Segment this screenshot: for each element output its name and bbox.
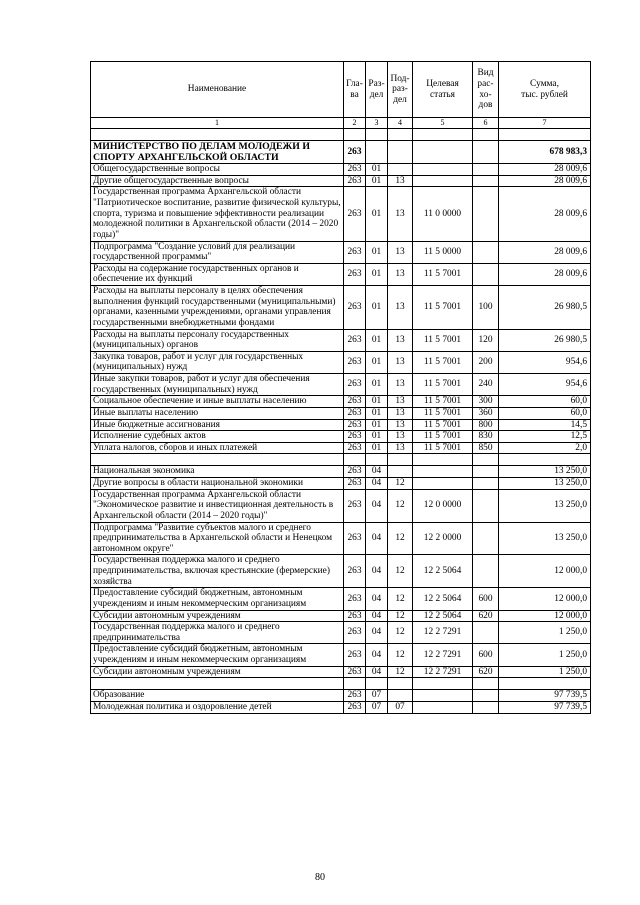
cell-chapter: 263 — [344, 442, 366, 454]
cell-chapter: 263 — [344, 666, 366, 678]
cell-section: 01 — [366, 329, 388, 351]
cell-subsection: 13 — [388, 286, 413, 330]
cell-target-article: 12 2 7291 — [413, 666, 473, 678]
cell-subsection: 13 — [388, 263, 413, 285]
cell-name: Государственная программа Архангельской области "Экономическое развитие и инвестиционная деятельность в Архангельской области (2014 – 2020 годы)" — [91, 489, 344, 522]
cell-target-article: 11 5 7001 — [413, 396, 473, 408]
cell-name: Социальное обеспечение и иные выплаты населению — [91, 396, 344, 408]
cell-amount: 26 980,5 — [499, 329, 591, 351]
cell-amount: 13 250,0 — [499, 478, 591, 490]
table-row — [91, 610, 591, 622]
cell-chapter: 263 — [344, 263, 366, 285]
column-number: 3 — [366, 118, 388, 129]
cell-expense-type: 620 — [473, 610, 499, 622]
cell-subsection: 12 — [388, 522, 413, 555]
cell-name: Национальная экономика — [91, 466, 344, 478]
table-row — [91, 329, 591, 351]
spacer-cell — [366, 678, 388, 690]
cell-subsection: 13 — [388, 419, 413, 431]
cell-amount: 60,0 — [499, 407, 591, 419]
cell-target-article: 12 2 5064 — [413, 588, 473, 610]
cell-name: Расходы на содержание государственных органов и обеспечение их функций — [91, 263, 344, 285]
header-amount: Сумма, тыс. рублей — [499, 62, 591, 118]
table-row — [91, 701, 591, 713]
cell-chapter: 263 — [344, 478, 366, 490]
cell-subsection: 07 — [388, 701, 413, 713]
cell-subsection: 12 — [388, 610, 413, 622]
cell-amount: 2,0 — [499, 442, 591, 454]
cell-target-article: 11 5 7001 — [413, 419, 473, 431]
cell-target-article: 12 2 5064 — [413, 610, 473, 622]
cell-subsection: 12 — [388, 644, 413, 666]
spacer-cell — [366, 454, 388, 466]
column-number: 6 — [473, 118, 499, 129]
cell-expense-type — [473, 164, 499, 176]
cell-subsection: 12 — [388, 489, 413, 522]
cell-chapter: 263 — [344, 555, 366, 588]
cell-target-article: 11 5 7001 — [413, 263, 473, 285]
cell-amount: 1 250,0 — [499, 644, 591, 666]
cell-chapter: 263 — [344, 522, 366, 555]
cell-section: 04 — [366, 622, 388, 644]
cell-expense-type: 830 — [473, 431, 499, 443]
table-row — [91, 141, 591, 164]
table-row — [91, 666, 591, 678]
cell-amount: 28 009,6 — [499, 175, 591, 187]
cell-expense-type — [473, 522, 499, 555]
table-row — [91, 442, 591, 454]
cell-section: 01 — [366, 419, 388, 431]
cell-name: Предоставление субсидий бюджетным, автономным учреждениям и иным некоммерческим организациям — [91, 588, 344, 610]
cell-name: Государственная поддержка малого и среднего предпринимательства, включая крестьянские (фермерские) хозяйства — [91, 555, 344, 588]
cell-amount: 28 009,6 — [499, 187, 591, 241]
cell-amount: 12,5 — [499, 431, 591, 443]
cell-section: 04 — [366, 466, 388, 478]
spacer-cell — [344, 678, 366, 690]
cell-amount: 97 739,5 — [499, 701, 591, 713]
cell-name: Расходы на выплаты персоналу в целях обеспечения выполнения функций государственными (муниципальными) органами, казенными учреждениями, органами управления государственными внебюджетными фондами — [91, 286, 344, 330]
cell-chapter: 263 — [344, 431, 366, 443]
cell-target-article: 12 2 5064 — [413, 555, 473, 588]
cell-name: Предоставление субсидий бюджетным, автономным учреждениям и иным некоммерческим организациям — [91, 644, 344, 666]
cell-name: Иные бюджетные ассигнования — [91, 419, 344, 431]
table-row — [91, 588, 591, 610]
cell-section: 04 — [366, 610, 388, 622]
cell-target-article: 11 5 7001 — [413, 407, 473, 419]
cell-expense-type: 600 — [473, 644, 499, 666]
cell-name: Подпрограмма "Развитие субъектов малого и среднего предпринимательства в Архангельской области и Ненецком автономном округе" — [91, 522, 344, 555]
cell-section: 01 — [366, 351, 388, 373]
cell-subsection — [388, 466, 413, 478]
cell-subsection: 13 — [388, 374, 413, 396]
cell-expense-type: 600 — [473, 588, 499, 610]
column-number: 7 — [499, 118, 591, 129]
cell-section: 01 — [366, 241, 388, 263]
cell-amount: 26 980,5 — [499, 286, 591, 330]
cell-amount: 954,6 — [499, 351, 591, 373]
column-number: 4 — [388, 118, 413, 129]
header-section: Раз- дел — [366, 62, 388, 118]
table-row — [91, 690, 591, 702]
spacer-cell — [499, 129, 591, 141]
table-row — [91, 431, 591, 443]
cell-target-article — [413, 478, 473, 490]
cell-subsection — [388, 164, 413, 176]
cell-name: Молодежная политика и оздоровление детей — [91, 701, 344, 713]
cell-section: 01 — [366, 407, 388, 419]
cell-expense-type — [473, 489, 499, 522]
cell-subsection: 13 — [388, 396, 413, 408]
cell-section: 07 — [366, 701, 388, 713]
cell-target-article: 12 0 0000 — [413, 489, 473, 522]
cell-section: 04 — [366, 489, 388, 522]
table-row — [91, 478, 591, 490]
cell-amount: 12 000,0 — [499, 555, 591, 588]
cell-target-article: 12 2 7291 — [413, 644, 473, 666]
cell-section: 04 — [366, 522, 388, 555]
cell-chapter: 263 — [344, 701, 366, 713]
cell-subsection: 13 — [388, 241, 413, 263]
cell-subsection — [388, 690, 413, 702]
cell-expense-type: 200 — [473, 351, 499, 373]
cell-amount: 1 250,0 — [499, 666, 591, 678]
cell-chapter: 263 — [344, 329, 366, 351]
spacer-cell — [91, 129, 344, 141]
cell-expense-type — [473, 175, 499, 187]
cell-amount: 13 250,0 — [499, 489, 591, 522]
table-body — [91, 62, 591, 714]
cell-expense-type — [473, 263, 499, 285]
spacer-cell — [473, 129, 499, 141]
cell-amount: 13 250,0 — [499, 466, 591, 478]
cell-target-article — [413, 175, 473, 187]
cell-target-article: 11 5 7001 — [413, 442, 473, 454]
cell-expense-type — [473, 478, 499, 490]
spacer-cell — [91, 678, 344, 690]
cell-chapter: 263 — [344, 164, 366, 176]
cell-section: 01 — [366, 263, 388, 285]
spacer-cell — [473, 678, 499, 690]
cell-amount: 12 000,0 — [499, 588, 591, 610]
cell-chapter: 263 — [344, 351, 366, 373]
cell-expense-type: 300 — [473, 396, 499, 408]
table-row — [91, 522, 591, 555]
cell-name: Уплата налогов, сборов и иных платежей — [91, 442, 344, 454]
cell-name: Иные выплаты населению — [91, 407, 344, 419]
spacer-cell — [388, 678, 413, 690]
cell-target-article: 11 5 7001 — [413, 431, 473, 443]
cell-chapter: 263 — [344, 588, 366, 610]
cell-name: МИНИСТЕРСТВО ПО ДЕЛАМ МОЛОДЕЖИ И СПОРТУ АРХАНГЕЛЬСКОЙ ОБЛАСТИ — [91, 141, 344, 164]
spacer-cell — [413, 454, 473, 466]
cell-name: Исполнение судебных актов — [91, 431, 344, 443]
cell-target-article — [413, 690, 473, 702]
cell-expense-type: 800 — [473, 419, 499, 431]
cell-amount: 1 250,0 — [499, 622, 591, 644]
spacer-cell — [344, 129, 366, 141]
cell-chapter: 263 — [344, 141, 366, 164]
cell-section: 04 — [366, 666, 388, 678]
header-target-article: Целевая статья — [413, 62, 473, 118]
cell-chapter: 263 — [344, 622, 366, 644]
header-name: Наименование — [91, 62, 344, 118]
cell-section: 01 — [366, 396, 388, 408]
spacer-cell — [499, 678, 591, 690]
cell-name: Субсидии автономным учреждениям — [91, 666, 344, 678]
cell-subsection: 12 — [388, 478, 413, 490]
cell-expense-type — [473, 466, 499, 478]
cell-section: 01 — [366, 374, 388, 396]
cell-target-article — [413, 466, 473, 478]
cell-subsection: 13 — [388, 407, 413, 419]
spacer-cell — [91, 454, 344, 466]
cell-subsection: 12 — [388, 588, 413, 610]
cell-amount: 28 009,6 — [499, 241, 591, 263]
cell-chapter: 263 — [344, 690, 366, 702]
table-row — [91, 622, 591, 644]
cell-section: 04 — [366, 478, 388, 490]
cell-amount: 954,6 — [499, 374, 591, 396]
cell-amount: 28 009,6 — [499, 263, 591, 285]
cell-name: Иные закупки товаров, работ и услуг для обеспечения государственных (муниципальных) нужд — [91, 374, 344, 396]
cell-expense-type: 120 — [473, 329, 499, 351]
header-chapter: Гла- ва — [344, 62, 366, 118]
column-number: 5 — [413, 118, 473, 129]
cell-expense-type — [473, 701, 499, 713]
cell-chapter: 263 — [344, 419, 366, 431]
cell-expense-type — [473, 187, 499, 241]
cell-expense-type: 620 — [473, 666, 499, 678]
cell-target-article: 11 5 0000 — [413, 241, 473, 263]
cell-target-article: 11 5 7001 — [413, 286, 473, 330]
cell-amount: 12 000,0 — [499, 610, 591, 622]
table-row — [91, 466, 591, 478]
cell-expense-type — [473, 241, 499, 263]
spacer-row — [91, 129, 591, 141]
cell-subsection: 12 — [388, 622, 413, 644]
cell-subsection: 12 — [388, 555, 413, 588]
table-row — [91, 374, 591, 396]
cell-target-article — [413, 701, 473, 713]
cell-expense-type — [473, 555, 499, 588]
header-row — [91, 62, 591, 118]
cell-chapter: 263 — [344, 644, 366, 666]
cell-subsection: 13 — [388, 351, 413, 373]
cell-section: 01 — [366, 164, 388, 176]
cell-chapter: 263 — [344, 396, 366, 408]
cell-subsection: 13 — [388, 187, 413, 241]
cell-subsection: 13 — [388, 431, 413, 443]
table-row — [91, 175, 591, 187]
cell-name: Другие вопросы в области национальной экономики — [91, 478, 344, 490]
cell-chapter: 263 — [344, 374, 366, 396]
cell-section: 01 — [366, 187, 388, 241]
cell-name: Закупка товаров, работ и услуг для государственных (муниципальных) нужд — [91, 351, 344, 373]
cell-chapter: 263 — [344, 407, 366, 419]
cell-section: 04 — [366, 644, 388, 666]
cell-chapter: 263 — [344, 286, 366, 330]
cell-target-article: 11 5 7001 — [413, 329, 473, 351]
cell-amount: 28 009,6 — [499, 164, 591, 176]
cell-section — [366, 141, 388, 164]
cell-name: Общегосударственные вопросы — [91, 164, 344, 176]
table-row — [91, 419, 591, 431]
cell-expense-type — [473, 141, 499, 164]
cell-chapter: 263 — [344, 241, 366, 263]
cell-section: 01 — [366, 175, 388, 187]
cell-section: 01 — [366, 442, 388, 454]
spacer-cell — [413, 129, 473, 141]
table-row — [91, 407, 591, 419]
cell-name: Подпрограмма "Создание условий для реализации государственной программы" — [91, 241, 344, 263]
table-row — [91, 241, 591, 263]
cell-target-article — [413, 141, 473, 164]
cell-name: Государственная программа Архангельской области "Патриотическое воспитание, развитие физической культуры, спорта, туризма и повышение эффективности реализации молодежной политики в Архангельской области (2014 – 2020 годы)" — [91, 187, 344, 241]
cell-chapter: 263 — [344, 466, 366, 478]
cell-section: 04 — [366, 555, 388, 588]
table-row — [91, 286, 591, 330]
table-row — [91, 644, 591, 666]
spacer-cell — [366, 129, 388, 141]
cell-name: Другие общегосударственные вопросы — [91, 175, 344, 187]
cell-target-article: 11 5 7001 — [413, 351, 473, 373]
cell-name: Образование — [91, 690, 344, 702]
cell-amount: 14,5 — [499, 419, 591, 431]
table-row — [91, 555, 591, 588]
table-row — [91, 489, 591, 522]
spacer-row — [91, 454, 591, 466]
cell-subsection: 13 — [388, 175, 413, 187]
header-subsection: Под- раз- дел — [388, 62, 413, 118]
column-number-row — [91, 118, 591, 129]
cell-expense-type: 360 — [473, 407, 499, 419]
cell-expense-type — [473, 622, 499, 644]
spacer-cell — [344, 454, 366, 466]
table-row — [91, 396, 591, 408]
cell-target-article: 12 2 0000 — [413, 522, 473, 555]
header-expense-type: Вид рас- хо- дов — [473, 62, 499, 118]
cell-name: Расходы на выплаты персоналу государственных (муниципальных) органов — [91, 329, 344, 351]
cell-target-article: 11 0 0000 — [413, 187, 473, 241]
table-row — [91, 164, 591, 176]
column-number: 1 — [91, 118, 344, 129]
cell-target-article: 11 5 7001 — [413, 374, 473, 396]
cell-section: 01 — [366, 286, 388, 330]
table-row — [91, 187, 591, 241]
page-number: 80 — [315, 872, 325, 883]
cell-expense-type: 240 — [473, 374, 499, 396]
cell-section: 07 — [366, 690, 388, 702]
budget-table — [90, 61, 591, 714]
cell-subsection: 13 — [388, 329, 413, 351]
cell-amount: 13 250,0 — [499, 522, 591, 555]
cell-subsection — [388, 141, 413, 164]
cell-amount: 678 983,3 — [499, 141, 591, 164]
cell-chapter: 263 — [344, 610, 366, 622]
cell-chapter: 263 — [344, 489, 366, 522]
cell-expense-type — [473, 690, 499, 702]
table-row — [91, 263, 591, 285]
column-number: 2 — [344, 118, 366, 129]
cell-section: 01 — [366, 431, 388, 443]
cell-name: Государственная поддержка малого и среднего предпринимательства — [91, 622, 344, 644]
cell-section: 04 — [366, 588, 388, 610]
spacer-row — [91, 678, 591, 690]
cell-amount: 60,0 — [499, 396, 591, 408]
spacer-cell — [388, 129, 413, 141]
cell-target-article: 12 2 7291 — [413, 622, 473, 644]
spacer-cell — [499, 454, 591, 466]
cell-name: Субсидии автономным учреждениям — [91, 610, 344, 622]
spacer-cell — [473, 454, 499, 466]
spacer-cell — [388, 454, 413, 466]
table-row — [91, 351, 591, 373]
cell-expense-type: 850 — [473, 442, 499, 454]
cell-amount: 97 739,5 — [499, 690, 591, 702]
cell-chapter: 263 — [344, 187, 366, 241]
cell-expense-type: 100 — [473, 286, 499, 330]
cell-chapter: 263 — [344, 175, 366, 187]
cell-target-article — [413, 164, 473, 176]
cell-subsection: 13 — [388, 442, 413, 454]
cell-subsection: 12 — [388, 666, 413, 678]
spacer-cell — [413, 678, 473, 690]
